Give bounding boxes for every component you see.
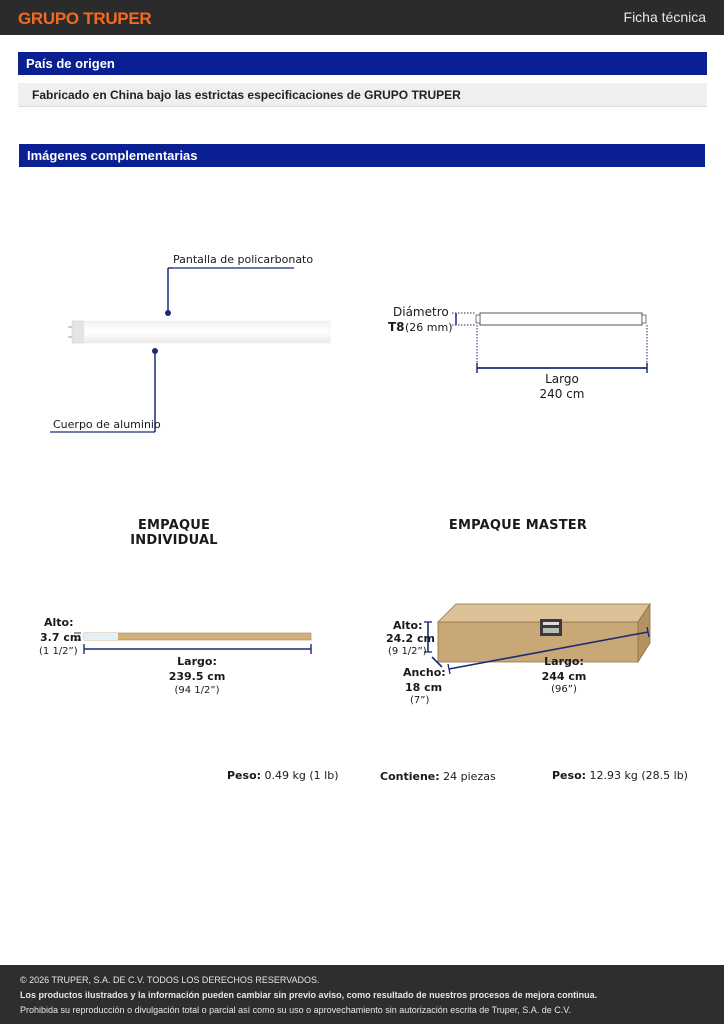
- master-contents: [380, 770, 496, 783]
- diameter-type: T8: [388, 320, 405, 334]
- diameter-value: (26 mm): [405, 321, 453, 334]
- master-largo-label: Largo:: [544, 655, 584, 668]
- footer-copyright: © 2026 TRUPER, S.A. DE C.V. TODOS LOS DERECHOS RESERVADOS.: [20, 975, 320, 985]
- individual-weight: [227, 769, 339, 782]
- master-weight-value: 12.93 kg (28.5 lb): [589, 769, 688, 782]
- master-weight-label: Peso:: [552, 769, 587, 782]
- master-largo-cm: 244 cm: [541, 670, 587, 683]
- master-alto-cm: 24.2 cm: [386, 632, 435, 645]
- master-alto-label: Alto:: [393, 619, 423, 632]
- master-ancho-in: (7”): [410, 695, 430, 706]
- footer-notice: Los productos ilustrados y la información pueden cambiar sin previo aviso, como resultado de nuestros procesos de mejora continua.: [20, 990, 598, 1000]
- footer-prohibition: Prohibida su reproducción o divulgación total o parcial así como su uso o aprovechamiento sin autorización escrita de Truper, S.A. de C.V.: [20, 1005, 571, 1015]
- master-ancho-label: Ancho:: [403, 666, 446, 679]
- length-label: Largo: [545, 372, 579, 386]
- document-type: Ficha técnica: [623, 9, 706, 25]
- individual-package-title: EMPAQUE INDIVIDUAL: [130, 518, 218, 548]
- origin-text: Fabricado en China bajo las estrictas especificaciones de GRUPO TRUPER: [18, 83, 707, 107]
- individual-alto-cm: 3.7 cm: [40, 631, 82, 644]
- master-weight: [552, 769, 688, 782]
- individual-largo-in: (94 1/2”): [174, 685, 220, 696]
- master-contents-label: Contiene:: [380, 770, 440, 783]
- callout-screen: Pantalla de policarbonato: [173, 253, 314, 266]
- master-contents-value: 24 piezas: [443, 770, 496, 783]
- footer: [0, 965, 724, 1024]
- individual-largo-cm: 239.5 cm: [168, 670, 226, 683]
- brand-logo: GRUPO TRUPER: [18, 9, 152, 28]
- individual-alto-label: Alto:: [44, 616, 74, 629]
- individual-largo-label: Largo:: [177, 655, 217, 668]
- master-largo-in: (96”): [551, 684, 577, 695]
- individual-alto-in: (1 1/2”): [39, 646, 78, 657]
- length-value: 240 cm: [539, 387, 585, 401]
- origin-section-title: País de origen: [18, 52, 707, 75]
- master-package-title: EMPAQUE MASTER: [448, 518, 588, 533]
- master-ancho-cm: 18 cm: [405, 681, 443, 694]
- callout-body: Cuerpo de aluminio: [53, 418, 161, 431]
- images-section-title: Imágenes complementarias: [19, 144, 705, 167]
- individual-weight-value: 0.49 kg (1 lb): [264, 769, 339, 782]
- master-alto-in: (9 1/2”): [388, 646, 427, 657]
- individual-weight-label: Peso:: [227, 769, 262, 782]
- diameter-label: Diámetro: [393, 305, 449, 319]
